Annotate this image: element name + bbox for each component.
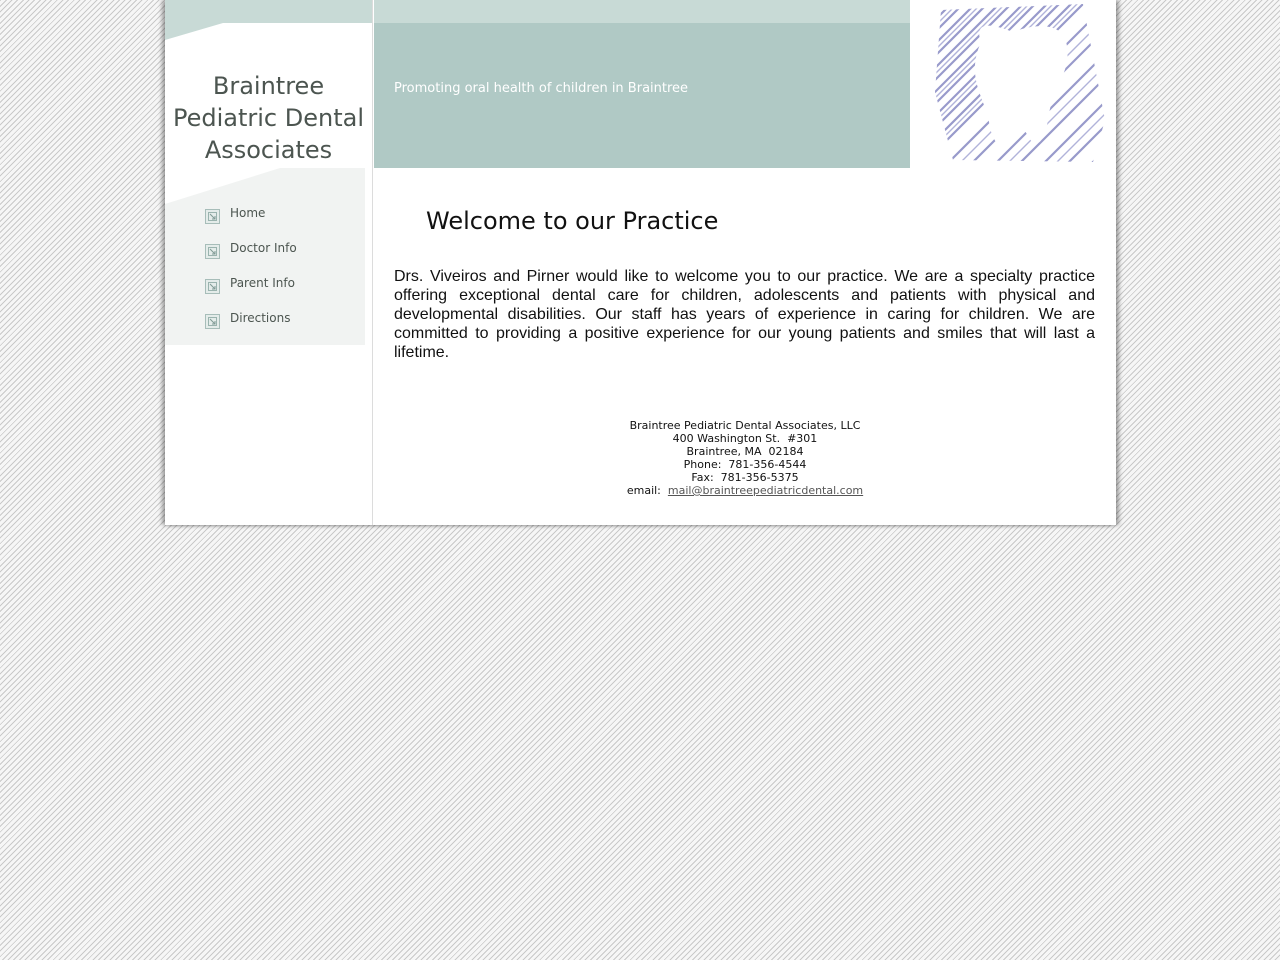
site-tagline: Promoting oral health of children in Braintree — [394, 81, 689, 96]
fax-number: Fax: 781-356-5375 — [691, 471, 799, 484]
site-title-line: Associates — [204, 136, 333, 164]
nav-item-parent-info[interactable] — [205, 276, 297, 311]
phone-number: Phone: 781-356-4544 — [683, 458, 807, 471]
email-link[interactable]: mail@braintreepediatricdental.com — [667, 484, 864, 497]
nav-item-doctor-info[interactable] — [205, 241, 297, 276]
left-column — [165, 0, 372, 525]
nav-link-doctor-info[interactable]: Doctor Info — [230, 241, 297, 255]
site-title — [165, 70, 372, 166]
arrow-box-icon — [205, 209, 220, 224]
email-line — [374, 484, 1116, 497]
nav-link-directions[interactable]: Directions — [230, 311, 291, 325]
header-top-band — [374, 0, 910, 23]
contact-info — [374, 419, 1116, 497]
nav-link-home[interactable]: Home — [230, 206, 266, 220]
header-banner — [374, 23, 910, 168]
main-content — [394, 200, 1095, 362]
left-header-band — [165, 0, 372, 40]
sidebar-nav — [205, 206, 297, 346]
nav-item-home[interactable] — [205, 206, 297, 241]
page-container — [165, 0, 1116, 525]
welcome-paragraph: Drs. Viveiros and Pirner would like to welcome you to our practice. We are a specialty practice offering exceptional dental care for children, adolescents and patients with physical and developmental disabilities. Our staff has years of experience in caring for children. We are committed to providing a positive experience for our young patients and smiles that will last a lifetime. — [394, 268, 1095, 361]
arrow-box-icon — [205, 279, 220, 294]
arrow-box-icon — [205, 314, 220, 329]
practice-name: Braintree Pediatric Dental Associates, LLC — [629, 419, 861, 432]
column-divider — [372, 0, 373, 525]
site-title-line: Braintree — [212, 72, 325, 100]
page-heading: Welcome to our Practice — [426, 207, 719, 235]
nav-link-parent-info[interactable]: Parent Info — [230, 276, 295, 290]
tooth-icon — [933, 2, 1106, 164]
site-title-line: Pediatric Dental — [172, 104, 364, 132]
city-address: Braintree, MA 02184 — [686, 445, 804, 458]
nav-item-directions[interactable] — [205, 311, 297, 346]
arrow-box-icon — [205, 244, 220, 259]
street-address: 400 Washington St. #301 — [672, 432, 818, 445]
email-label: email: — [626, 484, 668, 497]
